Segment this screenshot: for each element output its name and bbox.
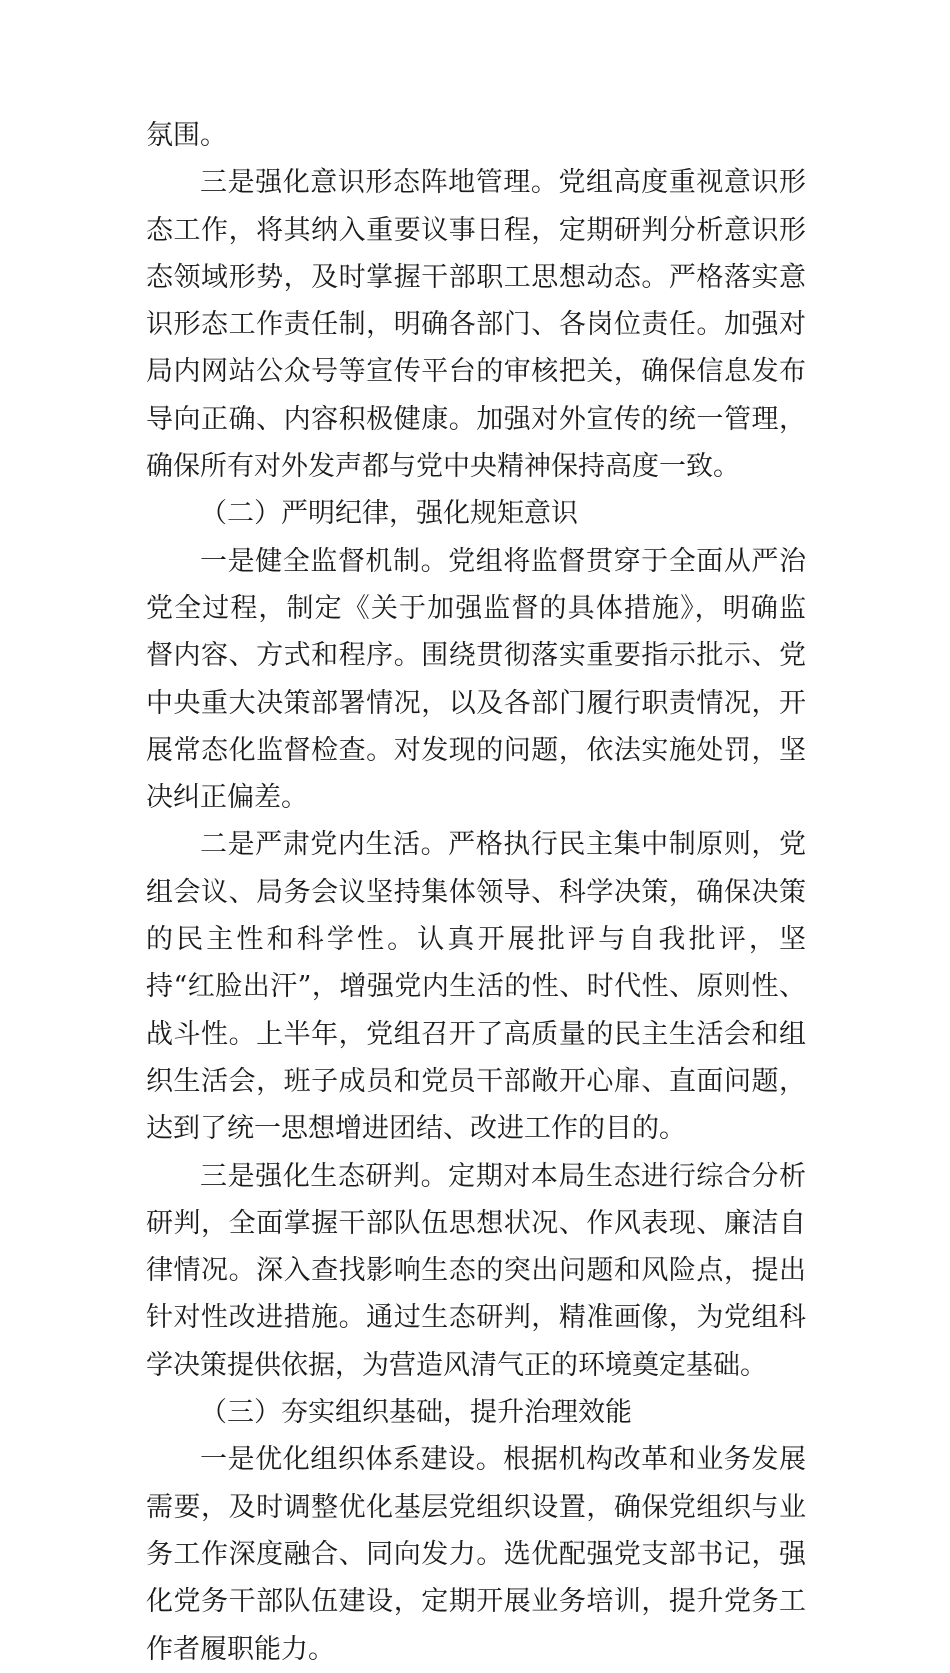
body-paragraph-ideology-position: 三是强化意识形态阵地管理。党组高度重视意识形态工作，将其纳入重要议事日程，定期研判分析意识形态领域形势，及时掌握干部职工思想动态。严格落实意识形态工作责任制，明确各部门、各岗位责任。加强对局内网站公众号等宣传平台的审核把关，确保信息发布导向正确、内容积极健康。加强对外宣传的统一管理，确保所有对外发声都与党中央精神保持高度一致。 bbox=[146, 167, 806, 483]
document-page bbox=[146, 112, 806, 1673]
body-paragraph-organization-system: 一是优化组织体系建设。根据机构改革和业务发展需要，及时调整优化基层党组织设置，确保党组织与业务工作深度融合、同向发力。选优配强党支部书记，强化党务干部队伍建设，定期开展业务培训，提升党务工作者履职能力。 bbox=[146, 1444, 806, 1665]
continuation-paragraph: 氛围。 bbox=[146, 120, 227, 151]
body-paragraph-party-life: 二是严肃党内生活。严格执行民主集中制原则，党组会议、局务会议坚持集体领导、科学决策，确保决策的民主性和科学性。认真开展批评与自我批评，坚持“红脸出汗”，增强党内生活的性、时代性、原则性、战斗性。上半年，党组召开了高质量的民主生活会和组织生活会，班子成员和党员干部敞开心扉、直面问题，达到了统一思想增进团结、改进工作的目的。 bbox=[146, 829, 806, 1145]
body-paragraph-supervision: 一是健全监督机制。党组将监督贯穿于全面从严治党全过程，制定《关于加强监督的具体措施》，明确监督内容、方式和程序。围绕贯彻落实重要指示批示、党中央重大决策部署情况，以及各部门履行职责情况，开展常态化监督检查。对发现的问题，依法实施处罚，坚决纠正偏差。 bbox=[146, 545, 806, 814]
section-heading-discipline: （二）严明纪律，强化规矩意识 bbox=[200, 498, 578, 530]
section-heading-organization: （三）夯实组织基础，提升治理效能 bbox=[200, 1397, 632, 1429]
body-paragraph-ecology-analysis: 三是强化生态研判。定期对本局生态进行综合分析研判，全面掌握干部队伍思想状况、作风表现、廉洁自律情况。深入查找影响生态的突出问题和风险点，提出针对性改进措施。通过生态研判，精准画像，为党组科学决策提供依据，为营造风清气正的环境奠定基础。 bbox=[146, 1160, 806, 1381]
